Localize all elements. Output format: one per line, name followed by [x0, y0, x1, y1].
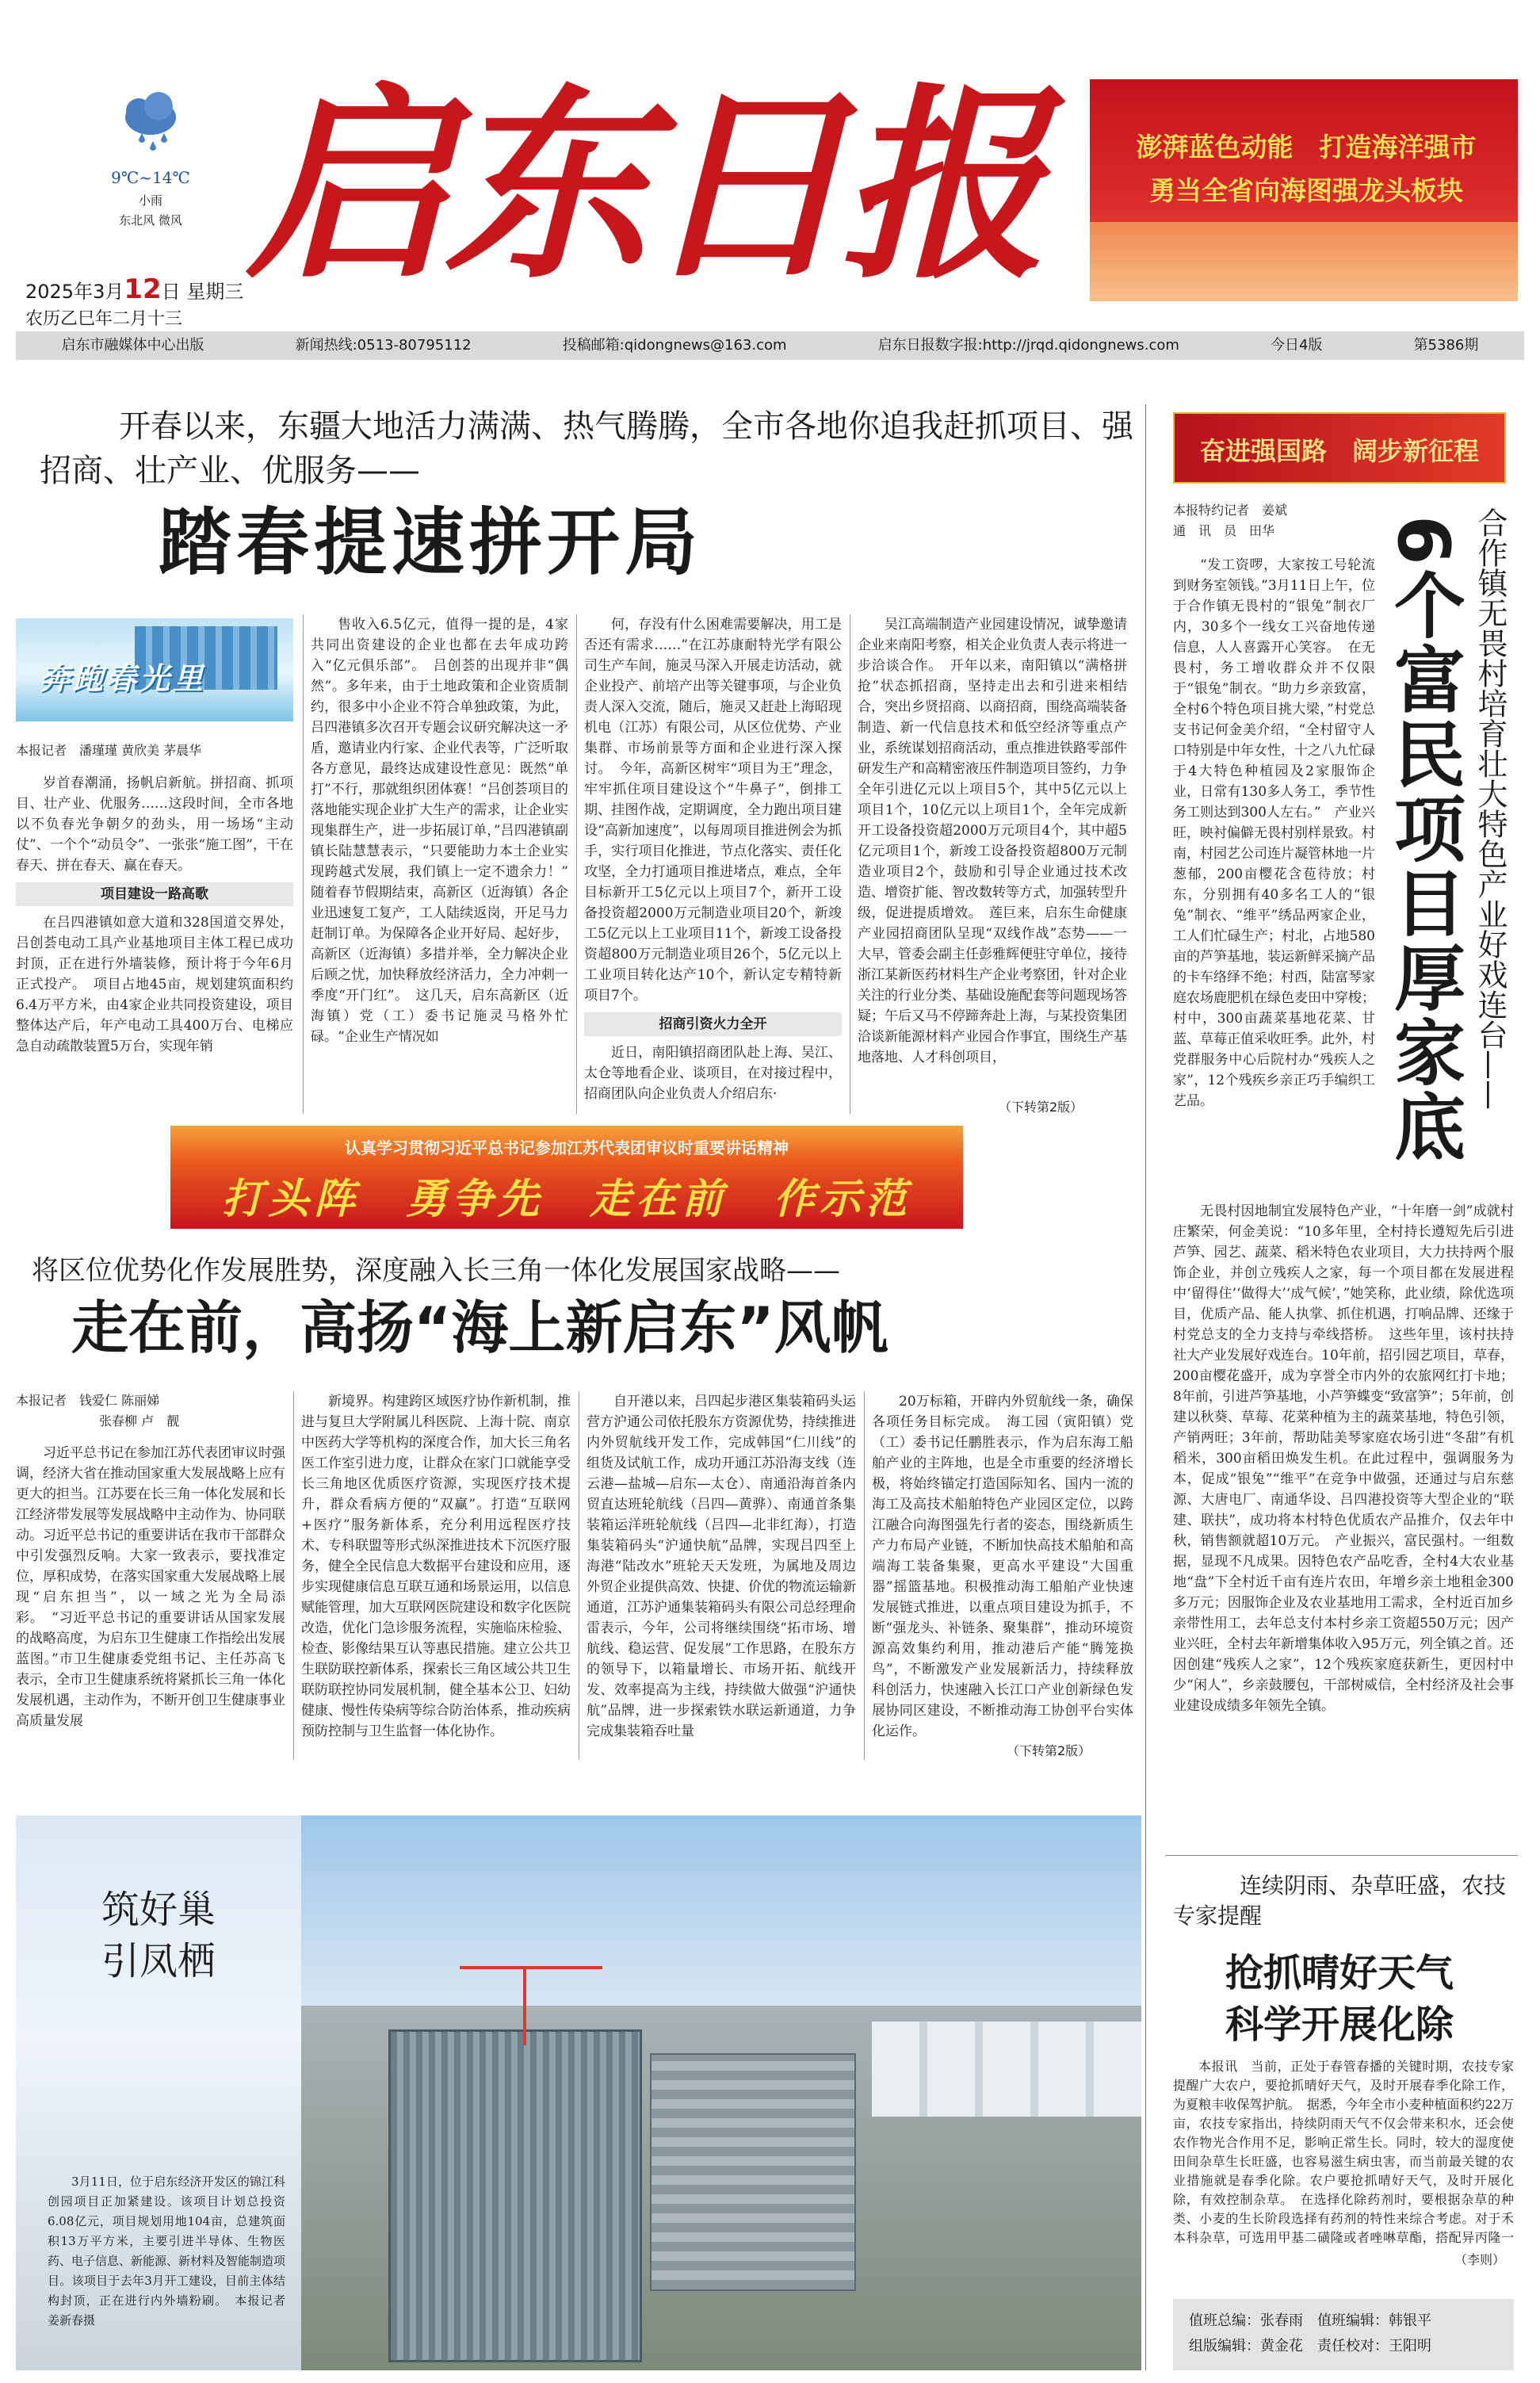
lead-turn-note[interactable]: （下转第2版） [999, 1100, 1083, 1115]
second-col3-body: 自开港以来，吕四起步港区集装箱码头运营方沪通公司依托股东方资源优势，持续推进内外贸航线开发工作，完成韩国“仁川线”的组货及试航工作，成功开通江苏沿海支线（连云港—盐城—启东—太仓）、南通沿海首条内贸直达班轮航线（吕四—黄骅）、南通首条集装箱运洋班轮航线（吕四—北非红海），打造集装箱码头“沪通快航”品牌，实现吕四至上海港“陆改水”班轮天天发班，为属地及周边外贸企业提供高效、快捷、价优的物流运输新通道，江苏沪通集装箱码头有限公司总经理俞雷表示，今年，公司将继续围绕“拓市场、增航线、稳运营、促发展”工作思路，在股东方的领导下，以箱量增长、市场开拓、航线开发、效率提高为主线，持续做大做强“沪通快航”品牌，进一步探索铁水联运新通道，力争完成集装箱吞吐量 [587, 1394, 856, 1739]
second-column-2 [301, 1391, 571, 1760]
column-rule [576, 614, 577, 1114]
weather-condition: 小雨 [138, 193, 162, 208]
lead-subhead-2: 招商引资火力全开 [584, 1012, 842, 1036]
sidebar-separator [1165, 1855, 1518, 1856]
lead-column-1 [16, 773, 293, 1118]
tower-crane-arm [460, 1966, 602, 1969]
publisher: 启东市融媒体中心出版 [61, 337, 204, 354]
sidebar-headline: 6个富民项目厚家底 [1381, 515, 1465, 1165]
second-headline: 走在前，高扬“海上新启东”风帆 [71, 1295, 888, 1361]
second-byline-2: 张春柳 卢 靓 [99, 1413, 180, 1429]
second-col4-body: 20万标箱，开辟内外贸航线一条，确保各项任务目标完成。 海工园（寅阳镇）党（工）委书记任鹏胜表示，作为启东海工船舶产业的主阵地，也是全市重要的经济增长极，将始终锚定打造国际知名、国内一流的海工及高技术船舶特色产业园区定位，以跨江融合向海图强先行者的姿态，围绕新质生产力布局产业链，不断加快高技术船舶和高端海工装备集聚，更高水平建设“大国重器”摇篮基地。积极推动海工船舶产业快速发展链式推进，以重点项目建设为抓手，不断“强龙头、补链条、聚集群”，推动环境资源高效集约利用，推动港后产能“腾笼换鸟”，不断激发产业发展新活力，持续释放科创活力，快速融入长江口产业创新绿色发展协同区建设，不断推动海工协创平台实体化运作。 [872, 1394, 1133, 1739]
weather-wind: 东北风 微风 [119, 213, 182, 228]
second-column-1 [16, 1443, 285, 1760]
weather-block [95, 87, 206, 246]
second-turn-note[interactable]: （下转第2版） [1007, 1743, 1091, 1758]
rain-cloud-icon [115, 87, 186, 159]
campaign-slogan: 打头阵 勇争先 走在前 作示范 [221, 1175, 911, 1223]
masthead-title: 启东日报 [246, 65, 1038, 307]
sidebar-sign: （李则） [1454, 2252, 1506, 2267]
second-kicker: 将区位优势化作发展胜势，深度融入长三角一体化发展国家战略—— [32, 1255, 840, 1287]
layout-editor: 组版编辑：黄金花 [1189, 2338, 1303, 2354]
news-hotline: 新闻热线:0513-80795112 [295, 337, 472, 354]
tower-crane [523, 1966, 526, 2045]
lead-column-4 [858, 614, 1127, 1098]
building-frame [650, 2053, 856, 2291]
lead-intro: 岁首春潮涌，扬帆启新航。拼招商、抓项目、壮产业、优服务……这段时间，全市各地以不负春光争朝夕的劲头，用一场场“主动仗”、一个个“动员令”、一张张“施工图”，干在春天、拼在春天、赢在春天。 [16, 775, 293, 874]
column-rule [303, 614, 304, 1114]
submission-email: 投稿邮箱:qidongnews@163.com [562, 337, 787, 354]
photo-title-1: 筑好巢 [101, 1888, 216, 1932]
sidebar-paragraphs-2: 无畏村因地制宜发展特色产业，“十年磨一剑”成就村庄繁荣，何金美说：“10多年里，全村持长遵短先后引进芦笋、园艺、蔬菜、稻米特色农业项目，大力扶持两个服饰企业，并创立残疾人之家，每一个项目都在发展进程中‘留得住’‘做得大’‘成气候’，”她笑称，此业绩，除优选项目，优质产品、能人执掌、抓住机遇，打响品牌、还缘于村党总支的全力支持与牵线搭桥。 这些年里，该村扶持社大产业发展好戏连台。10年前，招引园艺项目，草春，200亩樱花盛开，成为享誉全市内外的农旅网红打卡地；8年前，引进芦笋基地，小芦笋蝶变“致富笋”；5年前，创建以秋葵、草莓、花菜种植为主的蔬菜基地，特色引领，产销两旺；3年前，帮助陆美琴家庭农场引进“冬甜”有机稻米，300亩稻田焕发生机。在此过程中，强调服务为本，促成“银兔”“维平”在竞争中做强，还通过与启东慈源、大唐电厂、南通华设、吕四港投资等大型企业的“联建、联扶”，成功将本村特色优质农产品推介，仅去年中秋，销售额就超10万元。 产业振兴，富民强村。一组数据，显现不凡成果。因特色农产品吃香，全村4大农业基地“盘”下全村近千亩有连片农田，年增乡亲土地租金300多万元；因服饰企业及农业基地用工需求，全村近百加乡亲带性用工，去年总支付本村乡亲工资超550万元；因产业兴旺，全村去年新增集体收入95万元，列全镇之首。还因创建“残疾人之家”，12个残疾家庭获新生，更因村中少“闲人”，乡亲鼓腰包，干部树威信，全村经济及社会事业建设成绩多年领先全镇。 [1173, 1203, 1514, 1714]
banner-line2: 勇当全省向海图强龙头板块 [1149, 175, 1463, 206]
sidebar-kicker-2: 连续阴雨、杂草旺盛，农技专家提醒 [1173, 1872, 1507, 1929]
lead-badge-image [16, 618, 293, 721]
sidebar-body-2 [1173, 1201, 1514, 1847]
issue-date: 2025年3月12日 星期三 [25, 273, 244, 305]
editor-credits [1173, 2299, 1514, 2370]
issue-number: 第5386期 [1413, 337, 1479, 354]
sidebar-banner-text: 奋进强国路 阔步新征程 [1199, 436, 1479, 466]
second-column-4 [872, 1391, 1133, 1740]
warehouse-roofs [872, 2022, 1141, 2117]
sidebar-headline-2a: 抢抓晴好天气 [1225, 1951, 1454, 1995]
digital-edition-link[interactable]: 启东日报数字报:http://jrqd.qidongnews.com [877, 337, 1179, 354]
lead-headline: 踏春提速拼开局 [159, 500, 703, 585]
lead-kicker: 开春以来，东疆大地活力满满、热气腾腾，全市各地你追我赶抓项目、强招商、壮产业、优服务—— [40, 408, 1133, 489]
lead-column-3 [584, 614, 842, 1118]
info-bar [16, 331, 1524, 360]
lead-column-2 [311, 614, 568, 1118]
banner-line1: 澎湃蓝色动能 打造海洋强市 [1136, 132, 1477, 163]
page-count: 今日4版 [1271, 337, 1323, 354]
weather-temp: 9℃~14℃ [111, 168, 190, 187]
lead-badge: 奔跑春光里 [40, 660, 207, 696]
lead-subhead-1: 项目建设一路高歌 [16, 882, 293, 906]
sea-wave-decoration [1090, 222, 1518, 301]
proofreader: 责任校对：王阳明 [1317, 2338, 1431, 2354]
campaign-banner-top: 认真学习贯彻习近平总书记参加江苏代表团审议时重要讲话精神 [345, 1138, 789, 1157]
lunar-date: 农历乙巳年二月十三 [25, 309, 183, 329]
sidebar-paragraphs-3: 本报讯 当前，正处于春管春播的关键时期，农技专家提醒广大农户，要抢抓晴好天气，及时开展春季化除工作，为夏粮丰收保驾护航。 据悉，今年全市小麦种植面积约22万亩，农技专家指出，持续阴雨天气不仅会带来积水，还会使农作物光合作用不足，影响正常生长。同时，较大的湿度使田间杂草生长旺盛，也容易滋生病虫害，而当前最关键的农业措施就是春季化除。农户要抢抓晴好天气，及时开展化除，有效控制杂草。 在选择化除药剂时，要根据杂草的种类、小麦的生长阶段选择有药剂的特性来综合考虑。对于禾本科杂草，可选用甲基二磺隆或者唑啉草酯，搭配异丙隆一 [1173, 2059, 1514, 2245]
sidebar-body-1 [1173, 555, 1375, 1197]
photo-sky [301, 1815, 1141, 2006]
sidebar-headline-2b: 科学开展化除 [1225, 2002, 1454, 2047]
photo-title-2: 引凤栖 [101, 1939, 216, 1983]
sidebar-byline-2: 通 讯 员 田华 [1173, 523, 1275, 538]
lead-byline: 本报记者 潘瑾瑾 黄欣美 茅晨华 [16, 743, 202, 758]
second-col1-body: 习近平总书记在参加江苏代表团审议时强调，经济大省在推动国家重大发展战略上应有更大的担当。江苏要在长三角一体化发展和长江经济带发展等发展战略中主动作为、协同联动。习近平总书记的重要讲话在我市干部群众中引发强烈反响。大家一致表示，要找准定位，厚积成势，在落实国家重大发展战略上展现“启东担当”，以一域之光为全局添彩。 “习近平总书记的重要讲话从国家发展的战略高度，为启东卫生健康工作指绘出发展蓝图。”市卫生健康委党组书记、主任苏高飞表示，全市卫生健康系统将紧抓长三角一体化发展机遇，主动作为，不断开创卫生健康事业高质量发展 [16, 1445, 285, 1729]
lead-col3-body: 何，存没有什么困难需要解决，用工是否还有需求……”在江苏康耐特光学有限公司生产车间，施灵马深入开展走访活动，就企业投产、前培产出等关键事项，与企业负责人深入交流，随后，施灵又赶赴上海昭现机电（江苏）有限公司，从区位优势、产业集群、市场前景等方面和企业进行深入探讨。 今年，高新区树牢“项目为王”理念，牢牢抓住项目建设这个“牛鼻子”，倒排工期、挂图作战，定期调度，全力跑出项目建设“高新加速度”，以每周项目推进例会为抓手，实行项目化推进，节点化落实、责任化攻坚，全力打通项目推进堵点，难点，全年目标新开工5亿元以上项目7个，新开工设备投资超2000万元制造业项目20个，新竣工5亿元以上工业项目11个，新竣工设备投资超800万元制造业项目26个，5亿元以上工业项目转化达产10个，新认定专精特新项目7个。 [584, 617, 842, 1004]
sidebar-kicker: 合作镇无畏村培育壮大特色产业好戏连台—— [1473, 507, 1508, 1110]
sidebar-byline-1: 本报特约记者 姜斌 [1173, 503, 1288, 518]
sidebar-divider [1145, 404, 1146, 2370]
column-rule [864, 1391, 865, 1760]
building-under-construction [388, 2029, 642, 2362]
sidebar-paragraphs-1: “发工资啰，大家按工号轮流到财务室领钱。”3月11日上午，位于合作镇无畏村的“银兔”制衣厂内，30多个一线女工兴奋地传递信息，人人喜露开心笑容。 在无畏村，务工增收群众并不仅限于“银兔”制衣。“助力乡亲致富，全村6个特色项目挑大梁，”村党总支书记何金美介绍，“全村留守人口特别是中年女性，十之八九忙碌于4大特色种植园及2家服饰企业，日常有130多人务工，季节性务工则达到300人左右。” 产业兴旺，映衬偏僻无畏村别样景致。村南，村园艺公司连片凝管林地一片葱郁，200亩樱花含苞待放；村东，分别拥有40多名工人的“银兔”制衣、“维平”绣品两家企业，工人们忙碌生产；村北，占地580亩的芦笋基地，装运新鲜采摘产品的卡车络绎不绝；村西，陆富琴家庭农场鹿肥机在绿色麦田中穿梭；村中，300亩蔬菜基地花菜、甘蓝、草莓正值采收旺季。此外，村党群服务中心后院村办“残疾人之家”，12个残疾乡亲正巧手编织工艺品。 [1173, 557, 1375, 1109]
sidebar-body-3 [1173, 2057, 1514, 2247]
sidebar-banner [1173, 412, 1506, 484]
photo-feature [16, 1815, 1141, 2370]
campaign-banner [170, 1126, 963, 1229]
duty-editor: 值班编辑：韩银平 [1317, 2312, 1431, 2329]
lead-col2-body: 售收入6.5亿元，值得一提的是，4家共同出资建设的企业也都在去年成功跨入“亿元俱乐部”。 吕创荟的出现并非“偶然”。多年来，由于土地政策和企业资质制约，很多中小企业不符合单独政策，为此，吕四港镇多次召开专题会议研究解决这一矛盾，邀请业内行家、企业代表等，广泛听取各方意见，最终达成建设性意见：既然“单打”不行，那就组织团体赛！“吕创荟项目的落地能实现企业扩大生产的需求，让企业实现集群生产，进一步拓展订单，”吕四港镇副镇长陆慧慧表示，“只要能助力本土企业实现跨越式发展，我们镇上一定不遗余力！” 随着春节假期结束，高新区（近海镇）各企业迅速复工复产，工人陆续返岗，开足马力赶制订单。为保障各企业开好局、起好步，高新区（近海镇）多措并举，全力解决企业后顾之忧，加快释放经济活力，全力冲刺一季度“开门红”。 这几天，启东高新区（近海镇）党（工）委书记施灵马格外忙碌。“企业生产情况如 [311, 617, 568, 1045]
column-rule [293, 1391, 294, 1760]
masthead-banner [1090, 79, 1518, 301]
lead-col4-body: 吴江高端制造产业园建设情况，诚挚邀请企业来南阳考察，相关企业负责人表示将进一步洽谈合作。 开年以来，南阳镇以“满格拼抢”状态抓招商，坚持走出去和引进来相结合，突出乡贤招商、以商招商，围绕高端装备制造、新一代信息技术和低空经济等重点产业，系统谋划招商活动，重点推进铁路零部件研发生产和高精密液压件制造项目签约，力争全年引进亿元以上项目5个，其中5亿元以上项目1个，10亿元以上项目1个，全年完成新开工设备投资超2000万元项目4个，其中超5亿元项目1个，新竣工设备投资超800万元制造业项目2个，鼓励和引导企业通过技术改造、增资扩能、智改数转等方式，加强转型升级，促进提质增效。 莲巨来，启东生命健康产业园招商团队呈现“双线作战”态势——一大早，管委会副主任彭雅辉便驻守单位，接待浙江某新医药材料生产企业考察团，针对企业关注的行业分类、基础设施配套等问题现场答疑；午后又马不停蹄奔赴上海，与某投资集团洽谈新能源材料产业园合作事宜，围绕生产基地落地、人才科创项目， [858, 617, 1127, 1065]
lead-col1-body: 在吕四港镇如意大道和328国道交界处，吕创荟电动工具产业基地项目主体工程已成功封顶，正在进行外墙装修，预计将于今年6月正式投产。 项目占地45亩，规划建筑面积约6.4万平方米，由4家企业共同投资建设，项目整体达产后，年产电动工具400万台、电梯应急自动疏散装置5万台，实现年销 [16, 915, 293, 1054]
lead-col3-tail: 近日，南阳镇招商团队赴上海、吴江、太仓等地看企业、谈项目，在对接过程中，招商团队向企业负责人介绍启东· [584, 1045, 842, 1102]
photo-caption: 3月11日，位于启东经济开发区的锦江科创园项目正加紧建设。该项目计划总投资6.08亿元，项目规划用地104亩，总建筑面积13万平方米，主要引进半导体、生物医药、电子信息、新能源、新材料及智能制造项目。该项目于去年3月开工建设，目前主体结构封顶，正在进行内外墙粉刷。 本报记者 姜新春摄 [48, 2175, 298, 2328]
second-col2-body: 新境界。构建跨区域医疗协作新机制，推进与复旦大学附属儿科医院、上海十院、南京中医药大学等机构的深度合作，加大长三角名医工作室引进力度，让群众在家门口就能享受长三角地区优质医疗资源，实现医疗技术提升，群众看病方便的“双赢”。打造“互联网+医疗”服务新体系，充分利用远程医疗技术、专科联盟等形式纵深推进技术下沉医疗服务，健全全民信息大数据平台建设和应用，逐步实现健康信息互联互通和场景运用，以信息赋能管理，加大互联网医院建设和数字化医院改造，优化门急诊服务流程，实施临床检验、检查、影像结果互认等惠民措施。建立公共卫生联防联控新体系，探索长三角区域公共卫生联防联控协同发展机制，健全基本公卫、妇幼健康、慢性传染病等综合防治体系，推动疾病预防控制与卫生监督一体化协作。 [301, 1394, 571, 1739]
duty-chief-editor: 值班总编：张春雨 [1189, 2312, 1303, 2329]
second-byline-1: 本报记者 钱爱仁 陈丽娣 [16, 1393, 160, 1408]
second-column-3 [587, 1391, 856, 1760]
